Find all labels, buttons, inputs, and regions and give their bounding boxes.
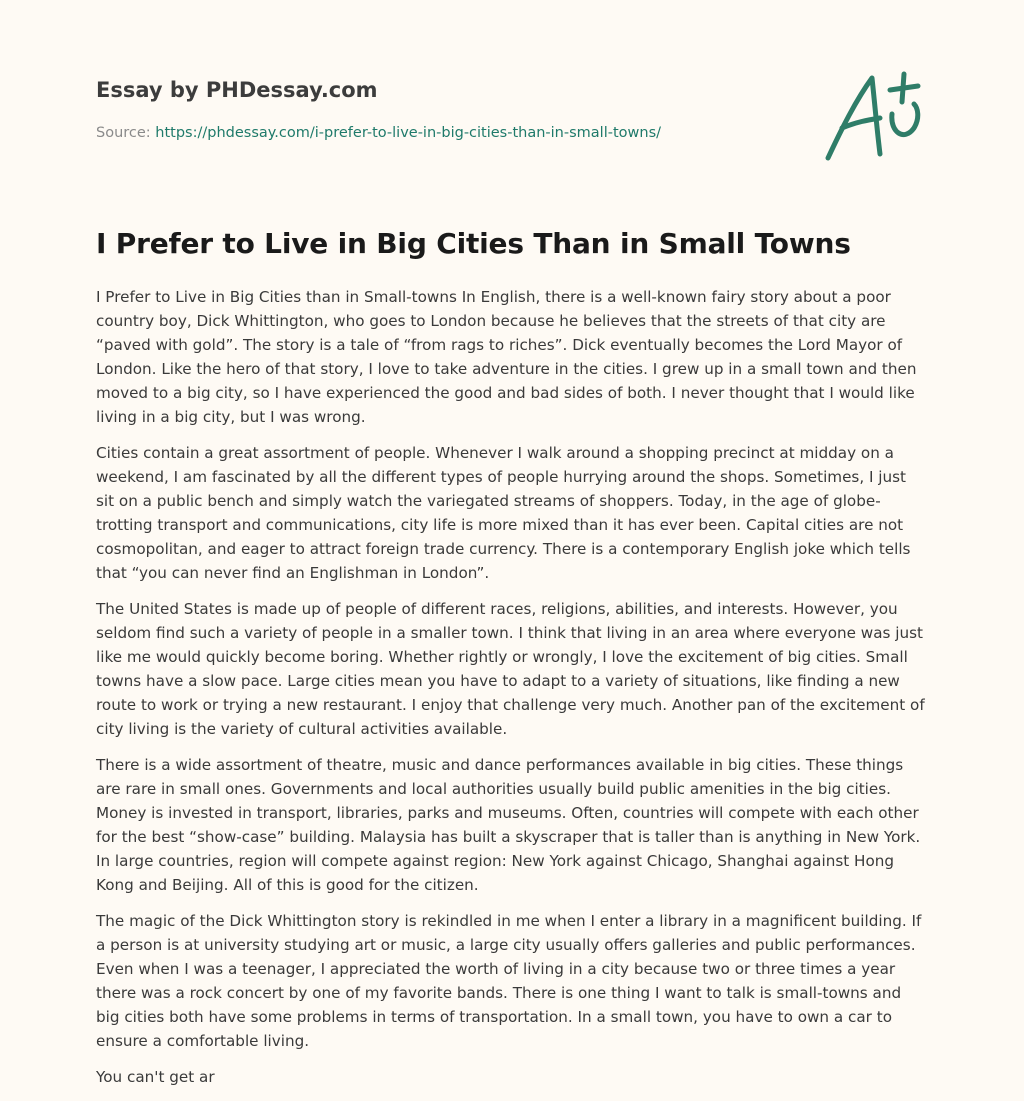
essay-paragraph: The magic of the Dick Whittington story is rekindled in me when I enter a library in a magnificent building. If a person is at university studying art or music, a large city usually offers galleries and public performances. Even when I was a teenager, I appreciated the worth of living in a city because two or three times a year there was a rock concert by one of my favorite bands. There is one thing I want to talk is small-towns and big cities both have some problems in terms of transportation. In a small town, you have to own a car to ensure a comfortable living. [96,912,922,1050]
site-brand: Essay by PHDessay.com [96,78,378,102]
essay-paragraph: Cities contain a great assortment of people. Whenever I walk around a shopping precinct at midday on a weekend, I am fascinated by all the different types of people hurrying around the shops. Sometimes, I just sit on a public bench and simply watch the variegated streams of shoppers. Today, in the age of globe-trotting transport and communications, city life is more mixed than it has ever been. Capital cities are not cosmopolitan, and eager to attract foreign trade currency. There is a contemporary English joke which tells that “you can never find an Englishman in London”. [96,444,911,582]
source-link[interactable]: https://phdessay.com/i-prefer-to-live-in-big-cities-than-in-small-towns/ [155,125,662,141]
essay-title: I Prefer to Live in Big Cities Than in Small Towns [96,227,851,260]
essay-body [96,285,928,1101]
page-header [96,74,776,144]
a-plus-grade-icon [820,66,930,166]
source-line [96,122,776,144]
essay-paragraph-truncated: You can't get ar [96,1068,215,1086]
source-label: Source: [96,125,151,141]
essay-paragraph: I Prefer to Live in Big Cities than in Small-towns In English, there is a well-known fairy story about a poor country boy, Dick Whittington, who goes to London because he believes that the streets of that city are “paved with gold”. The story is a tale of “from rags to riches”. Dick eventually becomes the Lord Mayor of London. Like the hero of that story, I love to take adventure in the cities. I grew up in a small town and then moved to a big city, so I have experienced the good and bad sides of both. I never thought that I would like living in a big city, but I was wrong. [96,288,917,426]
essay-paragraph: There is a wide assortment of theatre, music and dance performances available in big cities. These things are rare in small ones. Governments and local authorities usually build public amenities in the big cities. Money is invested in transport, libraries, parks and museums. Often, countries will compete with each other for the best “show-case” building. Malaysia has built a skyscraper that is taller than is anything in New York. In large countries, region will compete against region: New York against Chicago, Shanghai against Hong Kong and Beijing. All of this is good for the citizen. [96,756,921,894]
essay-paragraph: The United States is made up of people of different races, religions, abilities, and interests. However, you seldom find such a variety of people in a smaller town. I think that living in an area where everyone was just like me would quickly become boring. Whether rightly or wrongly, I love the excitement of big cities. Small towns have a slow pace. Large cities mean you have to adapt to a variety of situations, like finding a new route to work or trying a new restaurant. I enjoy that challenge very much. Another pan of the excitement of city living is the variety of cultural activities available. [96,600,925,738]
